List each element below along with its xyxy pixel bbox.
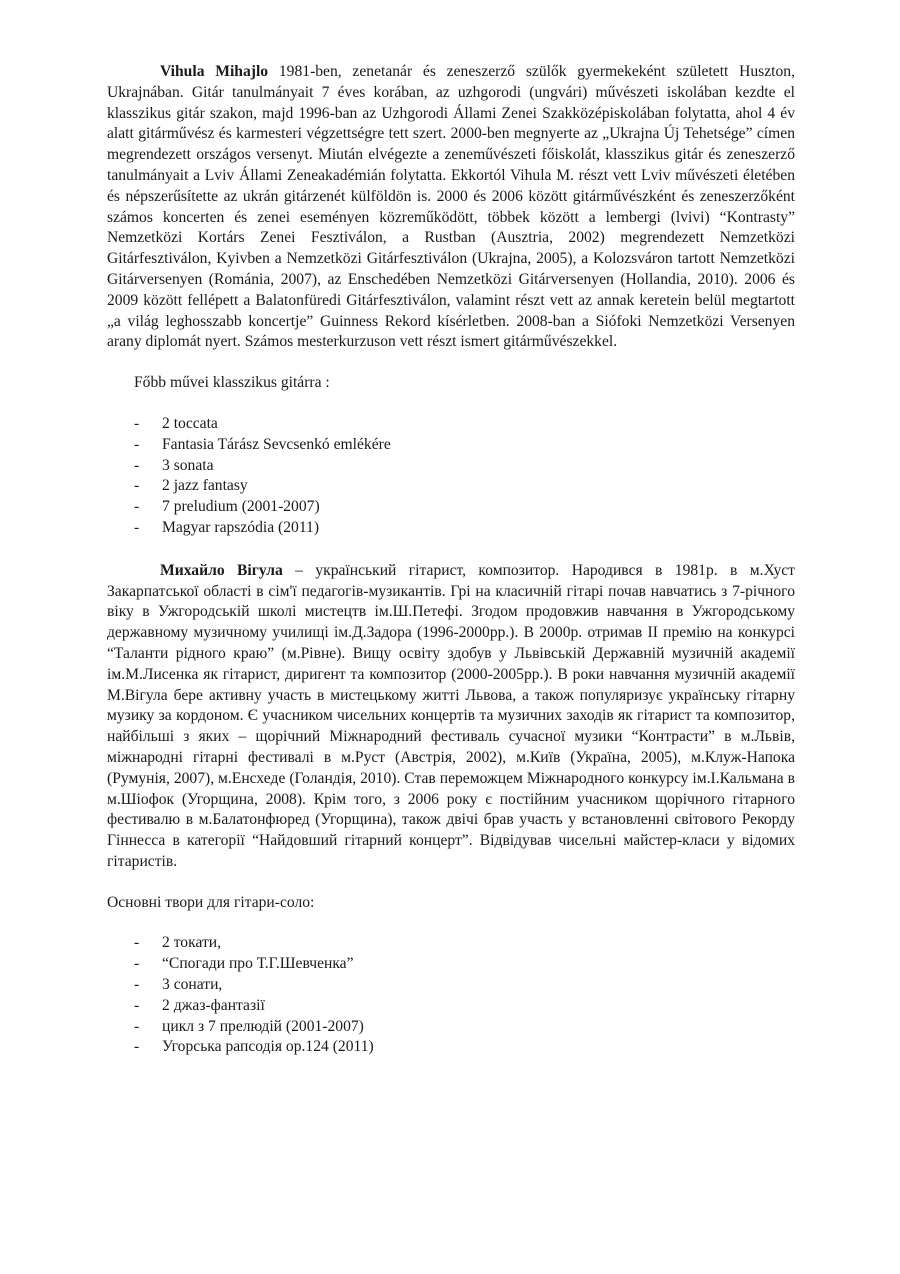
bio-text-ukrainian: – український гітарист, композитор. Народився в 1981р. в м.Хуст Закарпатської області в сім'ї педагогів-музикантів. Грі на класичній гітарі почав навчатись з 7-річного віку в Ужгородській школі мистецтв ім.Ш.Петефі. Згодом продовжив навчання в Ужгородському державному музичному училищі ім.Д.Задора (1996-2000рр.). В 2000р. отримав ІІ премію на конкурсі “Таланти рідного краю” (м.Рівне). Вищу освіту здобув у Львівській Державній музичній академії ім.М.Лисенка як гітарист, диригент та композитор (2000-2005рр.). В роки навчання музичній академії М.Вігула бере активну участь в мистецькому житті Львова, а також популяризує українську гітарну музику за кордоном. Є учасником чисельних концертів та музичних заходів як гітарист та композитор, найбільші з яких – щорічний Міжнародний фестиваль сучасної музики “Контрасти” в м.Львів, міжнародні гітарні фестивалі в м.Руст (Австрія, 2002), м.Київ (Україна, 2005), м.Клуж-Напока (Румунія, 2007), м.Енсхеде (Голандія, 2010). Став переможцем Міжнародного конкурсу ім.І.Кальмана в м.Шіофок (Угорщина, 2008). Крім того, з 2006 року є постійним учасником щорічного гітарного фестивалю в м.Балатонфюред (Угорщина), також двічі брав участь у встановленні світового Рекорду Гіннесса в категорії “Найдовший гітарний концерт”. Відвідував чисельні майстер-класи у відомих гітаристів. [107, 561, 795, 870]
work-title: цикл з 7 прелюдій (2001-2007) [162, 1017, 364, 1035]
works-heading-ukrainian: Основні твори для гітари-соло: [107, 893, 315, 911]
works-list-hungarian [107, 414, 795, 539]
bio-name-hungarian: Vihula Mihajlo [160, 63, 269, 80]
bullet-dash: - [134, 414, 140, 432]
work-title: 3 сонати, [162, 976, 223, 994]
bio-ukrainian [107, 561, 795, 873]
bullet-dash: - [134, 934, 140, 952]
list-item [134, 414, 795, 435]
bullet-dash: - [134, 996, 140, 1014]
bullet-dash: - [134, 1038, 140, 1056]
bio-text-hungarian: 1981-ben, zenetanár és zeneszerző szülők gyermekeként született Huszton, Ukrajnában. Gitár tanulmányait 7 éves korában, az uzhgorodi (ungvári) művészeti iskolában kezdte el klasszikus gitár szakon, majd 1996-ban az Uzhgorodi Állami Zenei Szakközépiskolában folytatta, ahol 4 év alatt gitárművész és karmesteri végzettségre tett szert. 2000-ben megnyerte az „Ukrajna Új Tehetsége” címen megrendezett országos versenyt. Miután elvégezte a zeneművészeti főiskolát, klasszikus gitár és zeneszerző tanulmányait a Lviv Állami Zeneakadémián folytatta. Ekkortól Vihula M. részt vett Lviv művészeti életében és népszerűsítette az ukrán gitárzenét külföldön is. 2000 és 2006 között gitárművészként és zeneszerzőként számos koncerten és zenei eseményen közreműködött, többek között a lembergi (lvivi) “Kontrasty” Nemzetközi Kortárs Zenei Fesztiválon, a Rustban (Ausztria, 2002) megrendezett Nemzetközi Gitárfesztiválon, Kyivben a Nemzetközi Gitárfesztiválon (Ukrajna, 2005), a Kolozsváron tartott Nemzetközi Gitárversenyen (Románia, 2007), az Enschedében Nemzetközi Gitárversenyen (Hollandia, 2010). 2006 és 2009 között fellépett a Balatonfüredi Gitárfesztiválon, valamint részt vett az annak keretein belül megtartott „a világ leghosszabb koncertje” Guinness Rekord kísérletben. 2008-ban a Siófoki Nemzetközi Versenyen arany diplomát nyert. Számos mesterkurzuson vett részt ismert gitárművészekkel. [107, 63, 796, 351]
list-item [134, 975, 795, 996]
work-title: 2 джаз-фантазії [162, 996, 265, 1014]
work-title: 3 sonata [162, 456, 214, 474]
list-item [134, 435, 795, 456]
list-item [134, 476, 795, 497]
document-page [107, 62, 795, 1058]
work-title: 2 jazz fantasy [162, 477, 248, 495]
work-title: “Спогади про Т.Г.Шевченка” [162, 955, 354, 973]
list-item [134, 933, 795, 954]
bullet-dash: - [134, 955, 140, 973]
bullet-dash: - [134, 456, 140, 474]
works-list-ukrainian [107, 933, 795, 1058]
bullet-dash: - [134, 477, 140, 495]
works-heading-hungarian: Főbb művei klasszikus gitárra : [134, 374, 330, 392]
list-item [134, 1017, 795, 1038]
bullet-dash: - [134, 976, 140, 994]
bullet-dash: - [134, 1017, 140, 1035]
bio-hungarian [107, 62, 795, 353]
list-item [134, 954, 795, 975]
bullet-dash: - [134, 518, 140, 536]
work-title: 7 preludium (2001-2007) [162, 498, 320, 516]
list-item [134, 497, 795, 518]
work-title: Угорська рапсодія ор.124 (2011) [162, 1038, 374, 1056]
list-item [134, 518, 795, 539]
bullet-dash: - [134, 435, 140, 453]
list-item [134, 1037, 795, 1058]
work-title: 2 токати, [162, 934, 222, 952]
list-item [134, 996, 795, 1017]
work-title: 2 toccata [162, 414, 218, 432]
work-title: Magyar rapszódia (2011) [162, 518, 320, 536]
list-item [134, 456, 795, 477]
bio-name-ukrainian: Михайло Вігула [160, 561, 283, 579]
bullet-dash: - [134, 498, 140, 516]
work-title: Fantasia Tárász Sevcsenkó emlékére [162, 435, 391, 453]
